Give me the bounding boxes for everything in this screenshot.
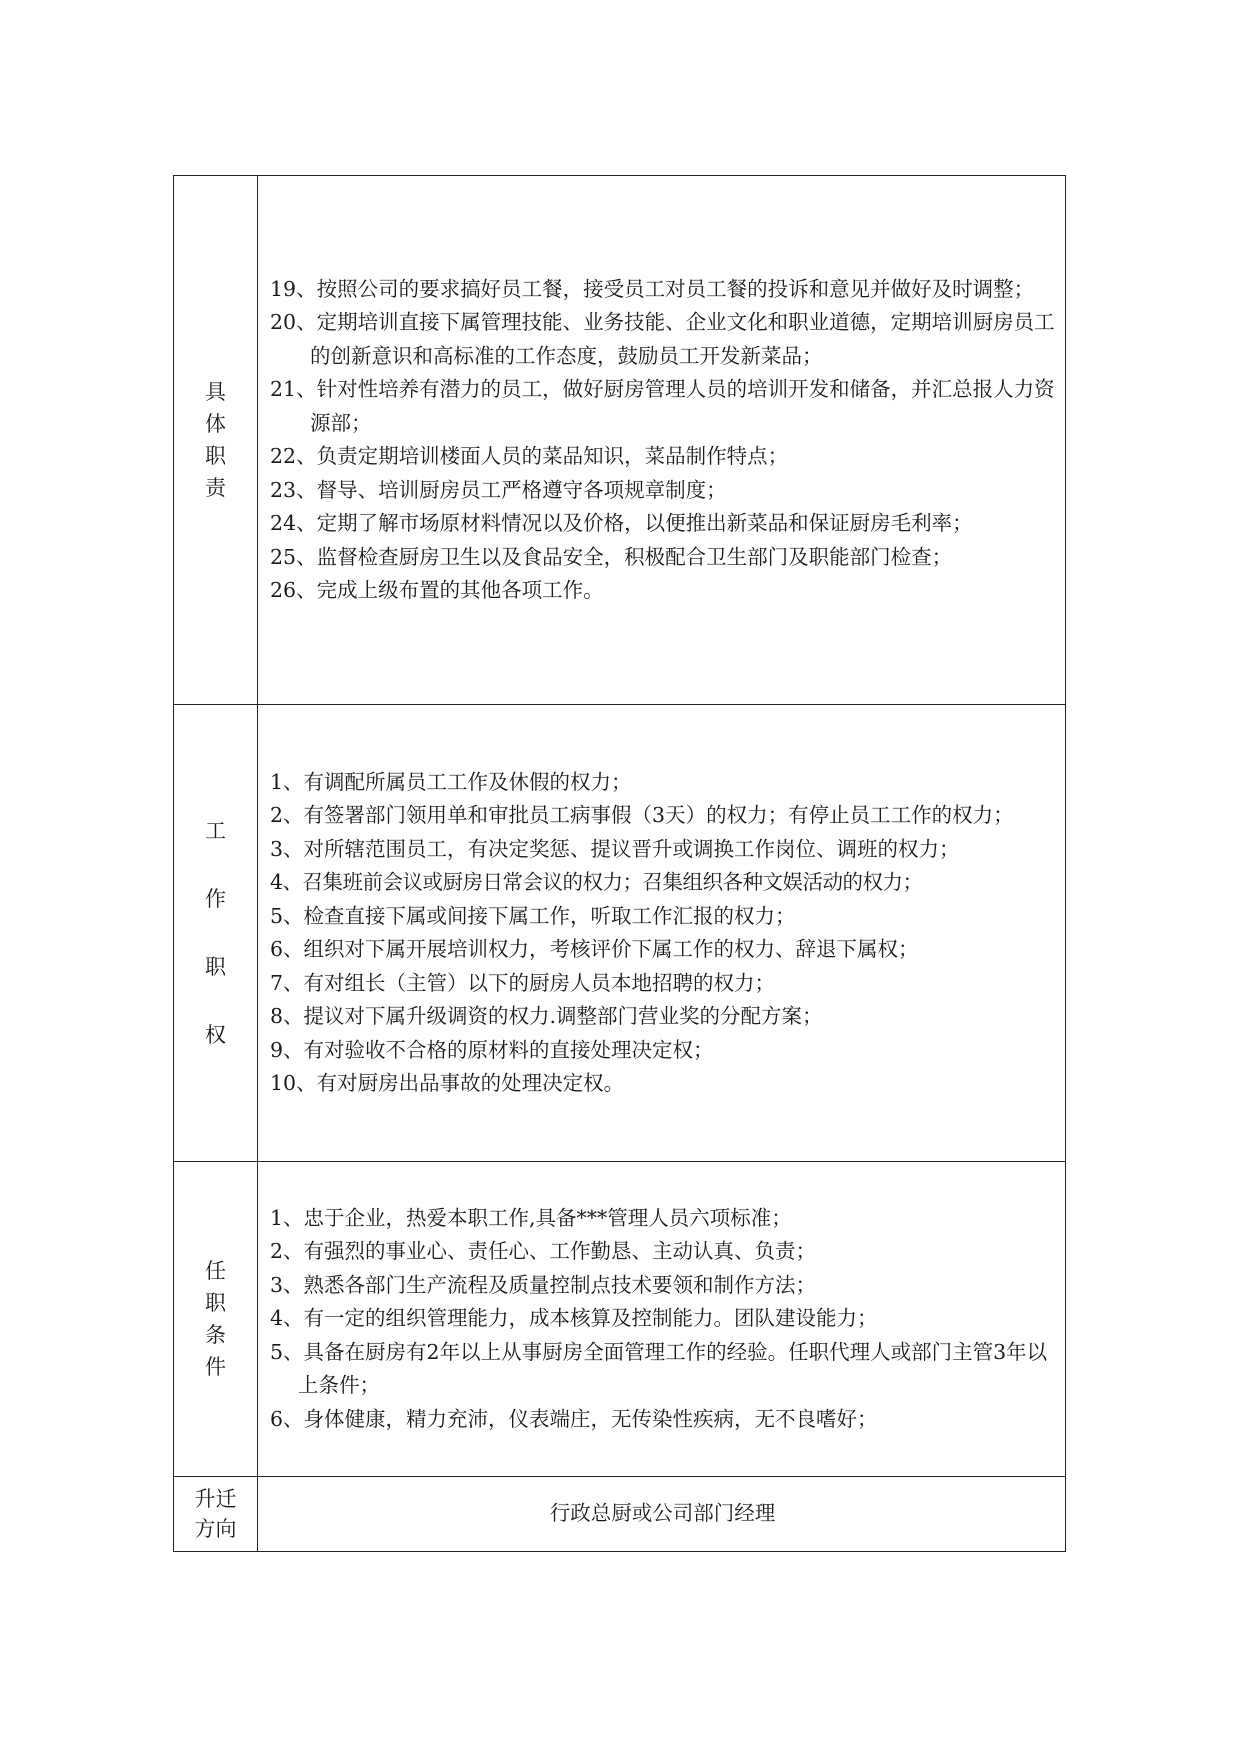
powers-label: 工 作 职 权 bbox=[205, 819, 226, 1047]
power-item: 1、有调配所属员工工作及休假的权力； bbox=[270, 769, 632, 794]
powers-row bbox=[174, 705, 1066, 1162]
requirement-item: 2、有强烈的事业心、责任心、工作勤恳、主动认真、负责； bbox=[270, 1239, 817, 1264]
power-item: 2、有签署部门领用单和审批员工病事假（3天）的权力；有停止员工工作的权力； bbox=[270, 803, 1014, 827]
power-item: 6、组织对下属开展培训权力，考核评价下属工作的权力、辞退下属权； bbox=[270, 937, 919, 961]
requirements-label-cell bbox=[174, 1162, 258, 1477]
duties-content bbox=[258, 176, 1066, 705]
requirements-row bbox=[174, 1162, 1066, 1477]
duty-item: 23、督导、培训厨房员工严格遵守各项规章制度； bbox=[270, 477, 727, 502]
duty-item: 24、定期了解市场原材料情况以及价格，以便推出新菜品和保证厨房毛利率； bbox=[270, 511, 973, 535]
promotion-label-cell bbox=[174, 1477, 258, 1552]
requirements-label: 任 职 条 件 bbox=[205, 1259, 226, 1379]
power-item: 9、有对验收不合格的原材料的直接处理决定权； bbox=[270, 1037, 714, 1062]
requirement-item: 1、忠于企业，热爱本职工作,具备***管理人员六项标准； bbox=[270, 1205, 792, 1230]
power-item: 3、对所辖范围员工，有决定奖惩、提议晋升或调换工作岗位、调班的权力； bbox=[270, 836, 960, 861]
duty-item: 19、按照公司的要求搞好员工餐，接受员工对员工餐的投诉和意见并做好及时调整； bbox=[270, 276, 1035, 301]
duty-item: 20、定期培训直接下属管理技能、业务技能、企业文化和职业道德，定期培训厨房员工的创新意识和高标准的工作态度，鼓励员工开发新菜品； bbox=[270, 310, 1055, 368]
power-item: 10、有对厨房出品事故的处理决定权。 bbox=[270, 1071, 625, 1095]
requirement-item: 5、具备在厨房有2年以上从事厨房全面管理工作的经验。任职代理人或部门主管3年以上条件； bbox=[270, 1339, 1048, 1398]
duties-label-cell bbox=[174, 176, 258, 705]
job-description-table bbox=[173, 175, 1066, 1552]
promotion-value: 行政总厨或公司部门经理 bbox=[258, 1477, 1066, 1552]
requirement-item: 3、熟悉各部门生产流程及质量控制点技术要领和制作方法； bbox=[270, 1272, 817, 1297]
promotion-label: 升迁 方向 bbox=[194, 1487, 237, 1541]
requirement-item: 4、有一定的组织管理能力，成本核算及控制能力。团队建设能力； bbox=[270, 1306, 878, 1331]
duty-item: 22、负责定期培训楼面人员的菜品知识，菜品制作特点； bbox=[270, 444, 789, 468]
promotion-row bbox=[174, 1477, 1066, 1552]
duties-row bbox=[174, 176, 1066, 705]
power-item: 5、检查直接下属或间接下属工作，听取工作汇报的权力； bbox=[270, 903, 796, 928]
powers-label-cell bbox=[174, 705, 258, 1162]
requirements-content bbox=[258, 1162, 1066, 1477]
requirement-item: 6、身体健康，精力充沛，仪表端庄，无传染性疾病，无不良嗜好； bbox=[270, 1406, 878, 1431]
duty-item: 26、完成上级布置的其他各项工作。 bbox=[270, 578, 604, 602]
power-item: 4、召集班前会议或厨房日常会议的权力；召集组织各种文娱活动的权力； bbox=[270, 870, 923, 894]
power-item: 8、提议对下属升级调资的权力.调整部门营业奖的分配方案； bbox=[270, 1004, 823, 1028]
duty-item: 25、监督检查厨房卫生以及食品安全，积极配合卫生部门及职能部门检查； bbox=[270, 544, 953, 569]
duties-label: 具 体 职 责 bbox=[205, 380, 226, 500]
duty-item: 21、针对性培养有潜力的员工，做好厨房管理人员的培训开发和储备，并汇总报人力资源部； bbox=[270, 377, 1055, 435]
power-item: 7、有对组长（主管）以下的厨房人员本地招聘的权力； bbox=[270, 970, 776, 995]
powers-content bbox=[258, 705, 1066, 1162]
